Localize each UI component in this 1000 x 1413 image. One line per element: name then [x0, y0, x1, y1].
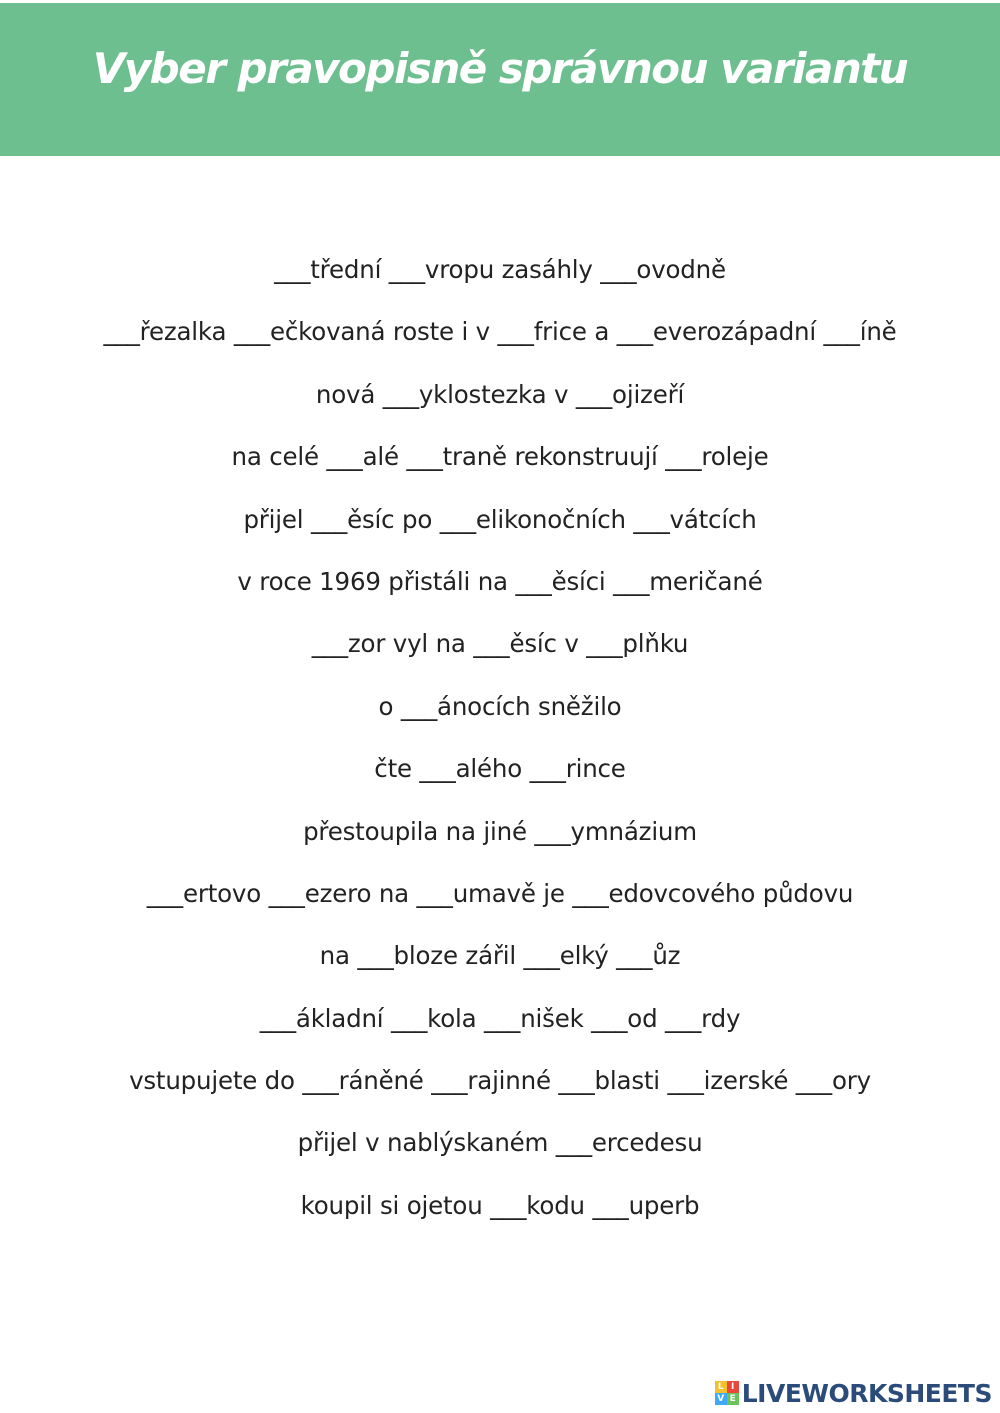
exercise-line: ___zor vyl na ___ěsíc v ___plňku — [311, 629, 689, 659]
exercise-line: nová ___yklostezka v ___ojizeří — [315, 379, 685, 409]
exercise-line: přijel ___ěsíc po ___elikonočních ___vátcích — [243, 504, 757, 534]
exercise-line: o ___ánocích sněžilo — [378, 691, 622, 721]
exercise-line: přestoupila na jiné ___ymnázium — [303, 816, 697, 846]
brand-name: LIVEWORKSHEETS — [741, 1378, 992, 1408]
exercise-line: čte ___alého ___rince — [374, 754, 626, 784]
logo-letter: I — [727, 1381, 739, 1393]
logo-letter: E — [727, 1393, 739, 1405]
logo-letter: L — [715, 1381, 727, 1393]
exercise-line: vstupujete do ___ráněné ___rajinné ___blasti ___izerské ___ory — [129, 1066, 871, 1096]
exercise-line: ___ákladní ___kola ___nišek ___od ___rdy — [259, 1003, 741, 1033]
exercise-line: na ___bloze zářil ___elký ___ůz — [319, 941, 681, 971]
exercise-line: koupil si ojetou ___kodu ___uperb — [300, 1190, 700, 1220]
exercise-line: v roce 1969 přistáli na ___ěsíci ___meričané — [237, 566, 763, 596]
logo-letter: V — [715, 1393, 727, 1405]
liveworksheets-logo — [715, 1377, 992, 1409]
exercise-line: přijel v nablýskaném ___ercedesu — [297, 1128, 703, 1158]
exercise-list — [0, 248, 1000, 1246]
exercise-line: ___ertovo ___ezero na ___umavě je ___edovcového půdovu — [146, 878, 854, 908]
exercise-line: ___řezalka ___ečkovaná roste i v ___frice a ___everozápadní ___íně — [103, 317, 897, 347]
exercise-line: na celé ___alé ___traně rekonstruují ___roleje — [231, 442, 769, 472]
exercise-line: ___třední ___vropu zasáhly ___ovodně — [274, 255, 726, 284]
title-banner — [0, 3, 1000, 156]
page-title: Vyber pravopisně správnou variantu — [92, 44, 908, 93]
live-logo-icon — [715, 1381, 739, 1405]
